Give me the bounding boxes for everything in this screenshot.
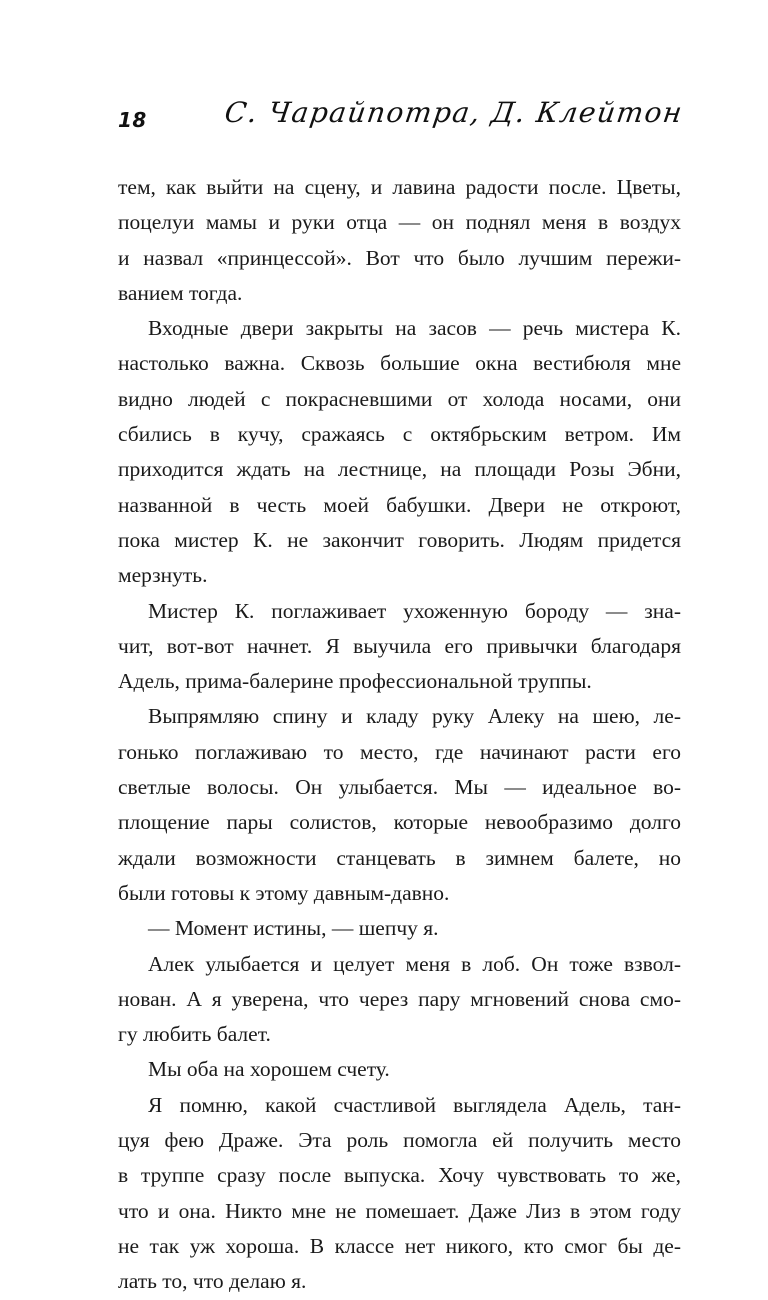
text-line: Я помню, какой счастливой выглядела Адель, тан- [148,1092,681,1117]
text-line: видно людей с покрасневшими от холода носами, они [118,386,681,411]
text-line: чит, вот-вот начнет. Я выучила его привычки благодаря [118,633,681,658]
text-line: гу любить балет. [118,1022,271,1047]
running-head [118,92,686,152]
text-line: и назвал «принцессой». Вот что было лучшим пережи- [118,245,681,270]
text-line: приходится ждать на лестнице, на площади Розы Эбни, [118,457,681,482]
body-text [118,170,681,1300]
text-line: Мистер К. поглаживает ухоженную бороду — зна- [148,598,681,623]
page-number: 18 [118,108,147,132]
text-line: пока мистер К. не закончит говорить. Людям придется [118,527,681,552]
text-line: мерзнуть. [118,563,208,588]
text-line: лать то, что делаю я. [118,1269,307,1294]
text-line: что и она. Никто мне не помешает. Даже Лиз в этом году [118,1198,681,1223]
text-line: ждали возможности станцевать в зимнем балете, но [118,845,681,870]
text-line: Адель, прима-балерине профессиональной труппы. [118,669,592,694]
text-line: настолько важна. Сквозь большие окна вестибюля мне [118,351,681,376]
text-line: площение пары солистов, которые невообразимо долго [118,810,681,835]
text-line: Входные двери закрыты на засов — речь мистера К. [148,316,681,341]
text-line: поцелуи мамы и руки отца — он поднял меня в воздух [118,210,681,235]
text-line: светлые волосы. Он улыбается. Мы — идеальное во- [118,775,681,800]
text-line: нован. А я уверена, что через пару мгновений снова смо- [118,986,681,1011]
text-line: — Момент истины, — шепчу я. [148,916,439,941]
text-line: названной в честь моей бабушки. Двери не откроют, [118,492,681,517]
text-line: были готовы к этому давным-давно. [118,880,450,905]
text-line: Алек улыбается и целует меня в лоб. Он тоже взвол- [148,951,681,976]
header-authors: С. Чарайпотра, Д. Клейтон [222,96,686,129]
text-line: Выпрямляю спину и кладу руку Алеку на шею, ле- [148,704,681,729]
text-line: цуя фею Драже. Эта роль помогла ей получить место [118,1128,681,1153]
text-line: Мы оба на хорошем счету. [148,1057,390,1082]
text-line: тем, как выйти на сцену, и лавина радости после. Цветы, [118,175,681,199]
text-line: ванием тогда. [118,280,243,305]
text-line: сбились в кучу, сражаясь с октябрьским ветром. Им [118,422,681,447]
text-line: не так уж хороша. В классе нет никого, кто смог бы де- [118,1233,681,1258]
text-line: в труппе сразу после выпуска. Хочу чувствовать то же, [118,1163,681,1188]
text-line: гонько поглаживаю то место, где начинают расти его [118,739,681,764]
